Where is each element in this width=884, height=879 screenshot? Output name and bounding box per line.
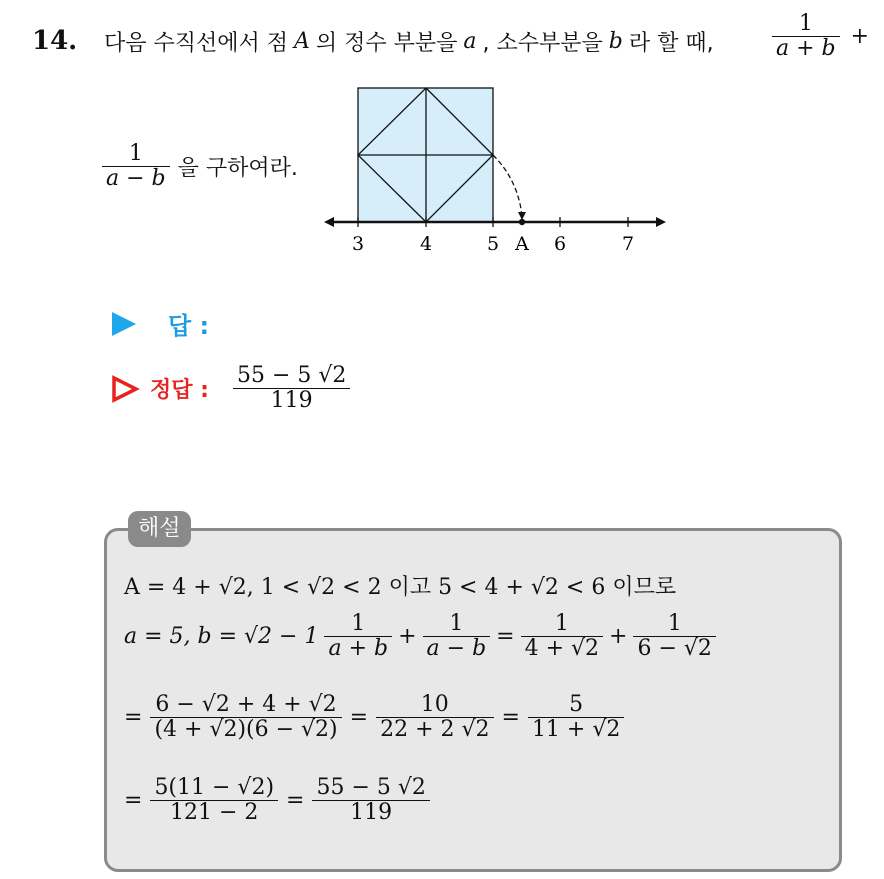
answer-label: 답 :	[168, 312, 210, 340]
solution-line-4: = $\frac{5(11 - √2)}{121 - 2}$ = $\frac{55 - 5 √2}{119}$	[124, 776, 430, 825]
solution-line-2: a = 5, b = √2 − 1 $\frac{1}{a + b}$ + $\frac{1}{a - b}$ = $\frac{1}{4 + √2}$ + $\frac{1}{6 - √2}$	[124, 612, 716, 661]
correct-answer-row	[110, 364, 350, 413]
answer-row	[110, 306, 209, 341]
point-a	[519, 219, 525, 225]
fraction-one-over-a-plus-b: $\frac{1}{a + b}$ +	[772, 12, 869, 61]
problem-statement: 다음 수직선에서 점 A 의 정수 부분을 a , 소수부분을 b 라 할 때,	[104, 29, 714, 56]
point-a-label: A	[515, 233, 529, 255]
correct-label: 정답 :	[150, 378, 209, 404]
solution-tag: 해설	[128, 511, 191, 547]
tick-label: 4	[419, 233, 433, 255]
tick-label: 7	[621, 233, 635, 255]
correct-answer-value: $\frac{55 - 5 √2}{119}$	[233, 364, 350, 413]
solution-line-1: A = 4 + √2, 1 < √2 < 2 이고 5 < 4 + √2 < 6 이므로	[124, 575, 677, 600]
number-line-figure	[320, 80, 670, 260]
arc-arrow	[493, 155, 522, 216]
solution-line-3: = $\frac{6 - √2 + 4 + √2}{(4 + √2)(6 - √2)}$ = $\frac{10}{22 + 2 √2}$ = $\frac{5}{11 + √2}$	[124, 693, 624, 742]
tick-label: 5	[486, 233, 500, 255]
problem-number: 14.	[32, 26, 78, 56]
outline-arrow-icon	[110, 374, 140, 404]
tick-label: 3	[351, 233, 365, 255]
fraction-one-over-a-minus-b: $\frac{1}{a - b}$ 을 구하여라.	[102, 142, 298, 191]
play-arrow-icon	[110, 310, 138, 338]
tick-label: 6	[553, 233, 567, 255]
